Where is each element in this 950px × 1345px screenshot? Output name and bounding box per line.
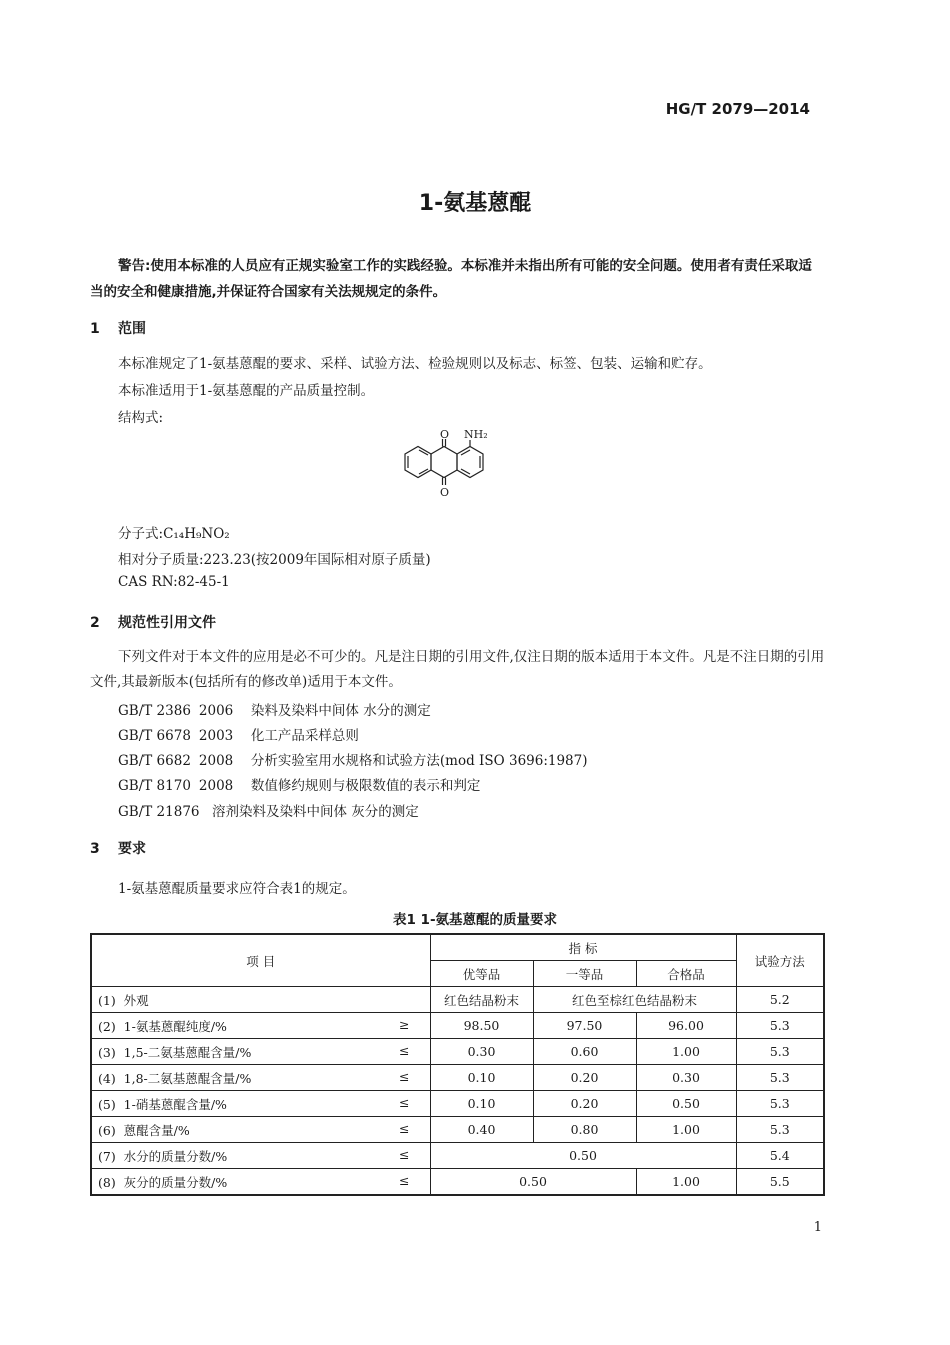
cell-method: 5.3 — [736, 1091, 824, 1117]
right-benzene-ring — [457, 447, 483, 478]
cell-first: 0.20 — [533, 1065, 636, 1091]
structural-formula — [395, 428, 535, 518]
table-row — [91, 1143, 824, 1169]
cell-first-qualified: 红色至棕红色结晶粉末 — [533, 987, 736, 1013]
limit-symbol: ≤ — [399, 1094, 410, 1110]
amino-group-label: NH₂ — [464, 428, 488, 441]
header-grade-qualified: 合格品 — [636, 961, 736, 987]
table-row — [91, 1091, 824, 1117]
row-name: 灰分的质量分数/% — [123, 1174, 228, 1190]
row-number: (7) — [98, 1148, 116, 1164]
row-item — [91, 987, 430, 1013]
row-name: 水分的质量分数/% — [123, 1148, 228, 1164]
reference-year: 2008 — [198, 778, 234, 794]
row-number: (6) — [98, 1122, 116, 1138]
table-caption: 表1 1-氨基蒽醌的质量要求 — [392, 912, 558, 928]
row-item — [91, 1091, 430, 1117]
cell-first: 97.50 — [533, 1013, 636, 1039]
reference-year: 2008 — [198, 753, 234, 769]
row-item — [91, 1039, 430, 1065]
row-name: 外观 — [123, 992, 149, 1008]
cell-method: 5.5 — [736, 1169, 824, 1196]
row-name: 1-硝基蒽醌含量/% — [123, 1096, 227, 1112]
header-grade-premium: 优等品 — [430, 961, 533, 987]
header-index: 指 标 — [430, 934, 736, 961]
reference-code: GB/T 6682 — [118, 753, 191, 769]
cell-premium: 红色结晶粉末 — [430, 987, 533, 1013]
reference-code: GB/T 2386 — [118, 703, 191, 719]
table-row — [91, 1169, 824, 1196]
page-number: 1 — [813, 1220, 822, 1235]
reference-code: GB/T 6678 — [118, 728, 191, 744]
reference-code: GB/T 8170 — [118, 778, 191, 794]
reference-year: 2003 — [198, 728, 234, 744]
scope-paragraph-2: 本标准适用于1-氨基蒽醌的产品质量控制。 — [118, 383, 375, 399]
reference-item — [118, 699, 431, 719]
limit-symbol: ≤ — [399, 1068, 410, 1084]
quinone-ring — [431, 447, 457, 478]
table-row — [91, 987, 824, 1013]
section-title: 要求 — [118, 841, 146, 857]
section-title: 规范性引用文件 — [118, 615, 216, 631]
section-3-heading — [90, 838, 146, 858]
formula-value: C₁₄H₉NO₂ — [163, 526, 230, 542]
row-number: (3) — [98, 1044, 116, 1060]
reference-name: 数值修约规则与极限数值的表示和判定 — [250, 778, 481, 794]
requirements-paragraph: 1-氨基蒽醌质量要求应符合表1的规定。 — [118, 881, 356, 897]
row-item — [91, 1065, 430, 1091]
references-intro: 下列文件对于本文件的应用是必不可少的。凡是注日期的引用文件,仅注日期的版本适用于本文件。凡是不注日期的引用文件,其最新版本(包括所有的修改单)适用于本文件。 — [90, 649, 825, 690]
row-item — [91, 1013, 430, 1039]
reference-year: 2006 — [198, 703, 234, 719]
section-number: 2 — [90, 615, 100, 631]
reference-name: 化工产品采样总则 — [250, 728, 359, 744]
row-number: (1) — [98, 992, 116, 1008]
row-name: 1,8-二氨基蒽醌含量/% — [123, 1070, 252, 1086]
cell-method: 5.3 — [736, 1117, 824, 1143]
molecular-weight: 相对分子质量:223.23(按2009年国际相对原子质量) — [118, 552, 431, 568]
standard-code: HG/T 2079—2014 — [665, 100, 810, 118]
section-1-heading — [90, 318, 146, 338]
cell-method: 5.2 — [736, 987, 824, 1013]
reference-code: GB/T 21876 — [118, 804, 200, 820]
cell-method: 5.3 — [736, 1039, 824, 1065]
cell-qualified: 96.00 — [636, 1013, 736, 1039]
cell-method: 5.4 — [736, 1143, 824, 1169]
document-title: 1-氨基蒽醌 — [418, 191, 532, 216]
cell-first: 0.20 — [533, 1091, 636, 1117]
section-number: 1 — [90, 321, 100, 337]
header-grade-first: 一等品 — [533, 961, 636, 987]
cell-premium: 0.30 — [430, 1039, 533, 1065]
limit-symbol: ≤ — [399, 1120, 410, 1136]
cell-premium: 0.10 — [430, 1091, 533, 1117]
formula-label: 分子式: — [118, 526, 164, 542]
reference-name: 溶剂染料及染料中间体 灰分的测定 — [212, 804, 419, 820]
section-title: 范围 — [118, 321, 146, 337]
cell-premium: 0.10 — [430, 1065, 533, 1091]
structure-label: 结构式: — [118, 410, 164, 426]
carbonyl-o-top: O — [440, 428, 450, 441]
reference-item — [118, 774, 480, 794]
cell-method: 5.3 — [736, 1013, 824, 1039]
row-number: (5) — [98, 1096, 116, 1112]
table-row — [91, 1039, 824, 1065]
row-number: (2) — [98, 1018, 116, 1034]
cell-qualified: 1.00 — [636, 1117, 736, 1143]
cell-method: 5.3 — [736, 1065, 824, 1091]
scope-paragraph-1: 本标准规定了1-氨基蒽醌的要求、采样、试验方法、检验规则以及标志、标签、包装、运输和贮存。 — [118, 356, 712, 372]
row-item — [91, 1169, 430, 1196]
header-method: 试验方法 — [736, 934, 824, 987]
row-name: 蒽醌含量/% — [123, 1122, 190, 1138]
cell-premium: 98.50 — [430, 1013, 533, 1039]
row-number: (4) — [98, 1070, 116, 1086]
limit-symbol: ≥ — [399, 1016, 410, 1032]
limit-symbol: ≤ — [399, 1146, 410, 1162]
cell-qualified: 1.00 — [636, 1039, 736, 1065]
cas-number: CAS RN:82-45-1 — [118, 574, 230, 590]
row-name: 1-氨基蒽醌纯度/% — [123, 1018, 227, 1034]
row-item — [91, 1143, 430, 1169]
left-benzene-ring — [405, 447, 431, 478]
row-item — [91, 1117, 430, 1143]
quality-requirements-table — [90, 933, 825, 1196]
safety-warning: 警告:使用本标准的人员应有正规实验室工作的实践经验。本标准并未指出所有可能的安全问题。使用者有责任采取适当的安全和健康措施,并保证符合国家有关法规规定的条件。 — [90, 258, 812, 300]
cell-premium: 0.40 — [430, 1117, 533, 1143]
cell-qualified: 0.50 — [636, 1091, 736, 1117]
cell-first: 0.60 — [533, 1039, 636, 1065]
table-row — [91, 1013, 824, 1039]
table-row — [91, 1065, 824, 1091]
table-row — [91, 1117, 824, 1143]
header-item: 项 目 — [91, 934, 430, 987]
reference-item — [118, 724, 359, 744]
row-name: 1,5-二氨基蒽醌含量/% — [123, 1044, 252, 1060]
reference-name: 分析实验室用水规格和试验方法(mod ISO 3696:1987) — [250, 753, 588, 769]
section-2-heading — [90, 612, 216, 632]
carbonyl-o-bottom: O — [440, 486, 450, 499]
reference-name: 染料及染料中间体 水分的测定 — [250, 703, 431, 719]
reference-item — [118, 749, 588, 769]
cell-qualified: 1.00 — [636, 1169, 736, 1196]
cell-qualified: 0.30 — [636, 1065, 736, 1091]
cell-premium-first: 0.50 — [430, 1169, 636, 1196]
limit-symbol: ≤ — [399, 1042, 410, 1058]
limit-symbol: ≤ — [399, 1172, 410, 1188]
section-number: 3 — [90, 841, 100, 857]
reference-item — [118, 800, 419, 820]
cell-first: 0.80 — [533, 1117, 636, 1143]
row-number: (8) — [98, 1174, 116, 1190]
cell-all-grades: 0.50 — [430, 1143, 736, 1169]
molecular-formula — [118, 522, 230, 542]
